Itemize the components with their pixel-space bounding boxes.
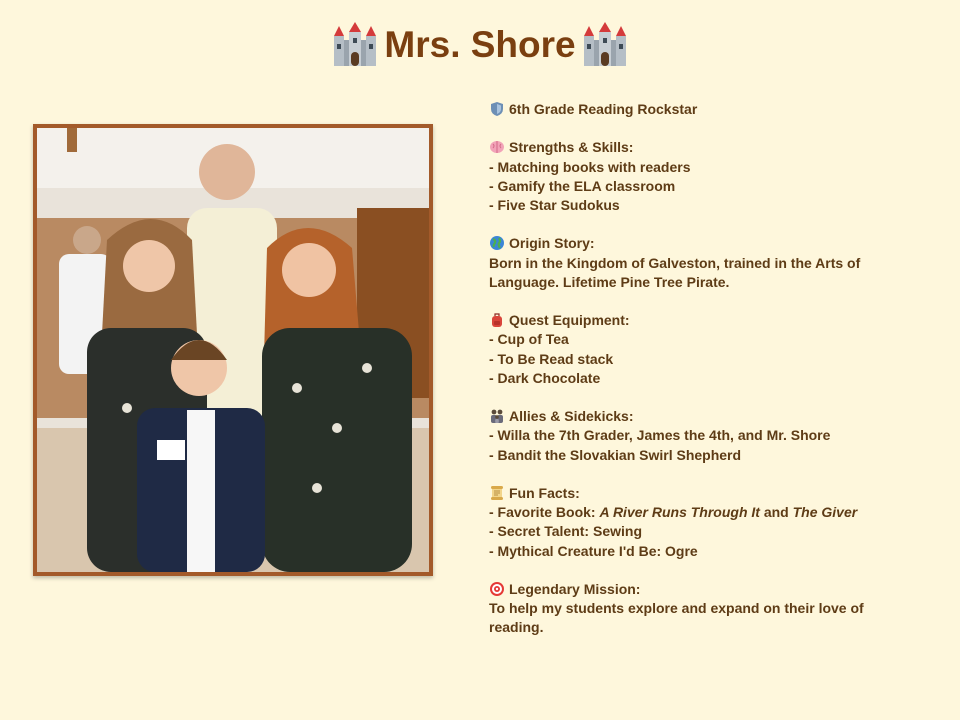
list-item: - Bandit the Slovakian Swirl Shepherd [489, 446, 742, 463]
origin-section [489, 234, 889, 292]
list-item: - Cup of Tea [489, 331, 569, 348]
book-title: The Giver [792, 504, 858, 521]
castle-icon [582, 22, 628, 68]
backpack-icon [489, 312, 505, 328]
target-icon [489, 581, 505, 597]
equipment-section [489, 311, 889, 388]
teacher-name: Mrs. Shore [384, 24, 576, 65]
favorite-book-label: - Favorite Book: [489, 504, 600, 521]
list-item: - Mythical Creature I'd Be: Ogre [489, 542, 698, 559]
conjunction: and [759, 504, 793, 521]
facts-section [489, 484, 889, 561]
mission-section [489, 580, 889, 638]
page-title [0, 22, 960, 68]
list-item: - Dark Chocolate [489, 369, 601, 386]
profile-panel [489, 100, 889, 657]
family-photo [33, 124, 433, 576]
family-photo-illustration [37, 128, 429, 572]
mission-heading: Legendary Mission: [509, 580, 641, 597]
shield-icon [489, 101, 505, 117]
brain-icon [489, 139, 505, 155]
list-item: - Secret Talent: Sewing [489, 523, 642, 540]
origin-text: Born in the Kingdom of Galveston, trained in the Arts of Language. Lifetime Pine Tree Pirate. [489, 254, 861, 290]
role-section [489, 100, 889, 119]
list-item: - To Be Read stack [489, 350, 614, 367]
allies-section [489, 407, 889, 465]
equipment-heading: Quest Equipment: [509, 312, 630, 329]
list-item: - Five Star Sudokus [489, 197, 620, 213]
book-title: A River Runs Through It [599, 504, 760, 521]
scroll-icon [489, 485, 505, 501]
origin-heading: Origin Story: [509, 235, 595, 252]
globe-icon [489, 235, 505, 251]
role-text: 6th Grade Reading Rockstar [509, 101, 698, 117]
strengths-section [489, 138, 889, 215]
facts-heading: Fun Facts: [509, 484, 580, 501]
strengths-heading: Strengths & Skills: [509, 139, 634, 156]
family-icon [489, 408, 505, 424]
list-item: - Gamify the ELA classroom [489, 177, 676, 194]
allies-heading: Allies & Sidekicks: [509, 408, 634, 425]
list-item [489, 503, 889, 522]
castle-icon [332, 22, 378, 68]
list-item: - Matching books with readers [489, 158, 691, 175]
mission-text: To help my students explore and expand on their love of reading. [489, 600, 864, 636]
list-item: - Willa the 7th Grader, James the 4th, and Mr. Shore [489, 427, 831, 444]
